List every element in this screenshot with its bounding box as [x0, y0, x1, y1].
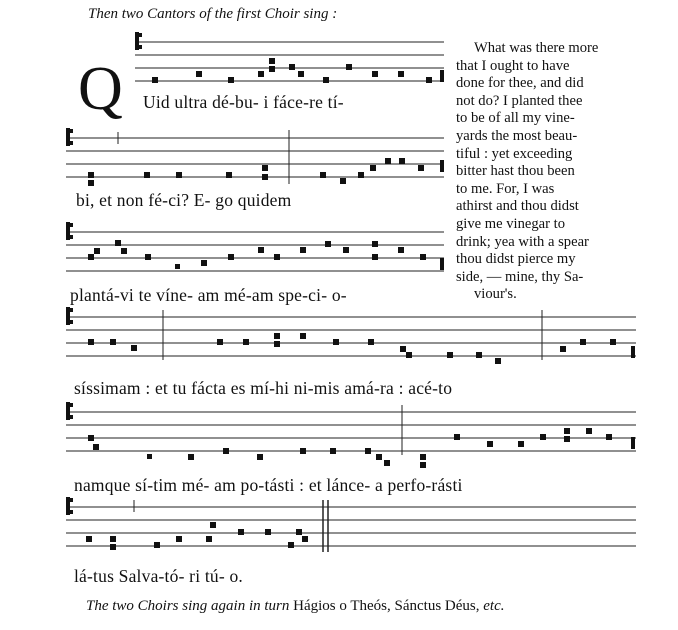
translation-line: yards the most beau-: [456, 127, 578, 144]
lyric-line-4: síssimam : et tu fácta es mí-hi ni-mis amá-ra : acé-to: [74, 378, 453, 398]
translation-line: bitter hast thou been: [456, 163, 575, 180]
staff-6: [66, 497, 636, 552]
translation-text: [456, 40, 634, 304]
drop-cap: Q: [78, 55, 123, 123]
rubric-bottom: [86, 598, 504, 615]
staff-3: [66, 222, 444, 271]
translation-line: What was there more: [474, 40, 599, 56]
lyric-line-1: Uid ultra dé-bu- i fáce-re tí-: [143, 92, 344, 112]
translation-line: thou didst pierce my: [456, 251, 576, 268]
translation-line: to be of all my vine-: [456, 110, 575, 127]
translation-line: side, — mine, thy Sa-: [456, 268, 584, 285]
translation-line: tiful : yet exceeding: [456, 145, 573, 162]
translation-line: athirst and thou didst: [456, 198, 579, 215]
translation-line: drink; yea with a spear: [456, 233, 589, 250]
rubric-top: Then two Cantors of the first Choir sing :: [88, 6, 338, 22]
translation-line: done for thee, and did: [456, 75, 584, 92]
lyric-line-2: bi, et non fé-ci? E- go quidem: [76, 190, 292, 210]
rubric-bottom-italic: The two Choirs sing again in turn: [86, 598, 290, 614]
rubric-bottom-tail: etc.: [483, 598, 505, 614]
lyric-line-3: plantá-vi te víne- am mé-am spe-ci- o-: [70, 285, 347, 305]
staff-1: [135, 32, 444, 83]
rubric-bottom-roman: Hágios o Theós, Sánctus Déus,: [293, 598, 480, 614]
translation-line: that I ought to have: [456, 57, 570, 74]
translation-line: viour's.: [474, 286, 517, 303]
staff-4: [66, 307, 636, 364]
staff-2: [66, 128, 444, 186]
translation-line: to me. For, I was: [456, 180, 555, 197]
translation-line: not do? I planted thee: [456, 92, 583, 109]
lyric-line-5: namque sí-tim mé- am po-tásti : et lánce- a perfo-rásti: [74, 475, 463, 495]
lyric-line-6: lá-tus Salva-tó- ri tú- o.: [74, 566, 243, 586]
translation-line: give me vinegar to: [456, 215, 566, 232]
staff-5: [66, 402, 636, 468]
